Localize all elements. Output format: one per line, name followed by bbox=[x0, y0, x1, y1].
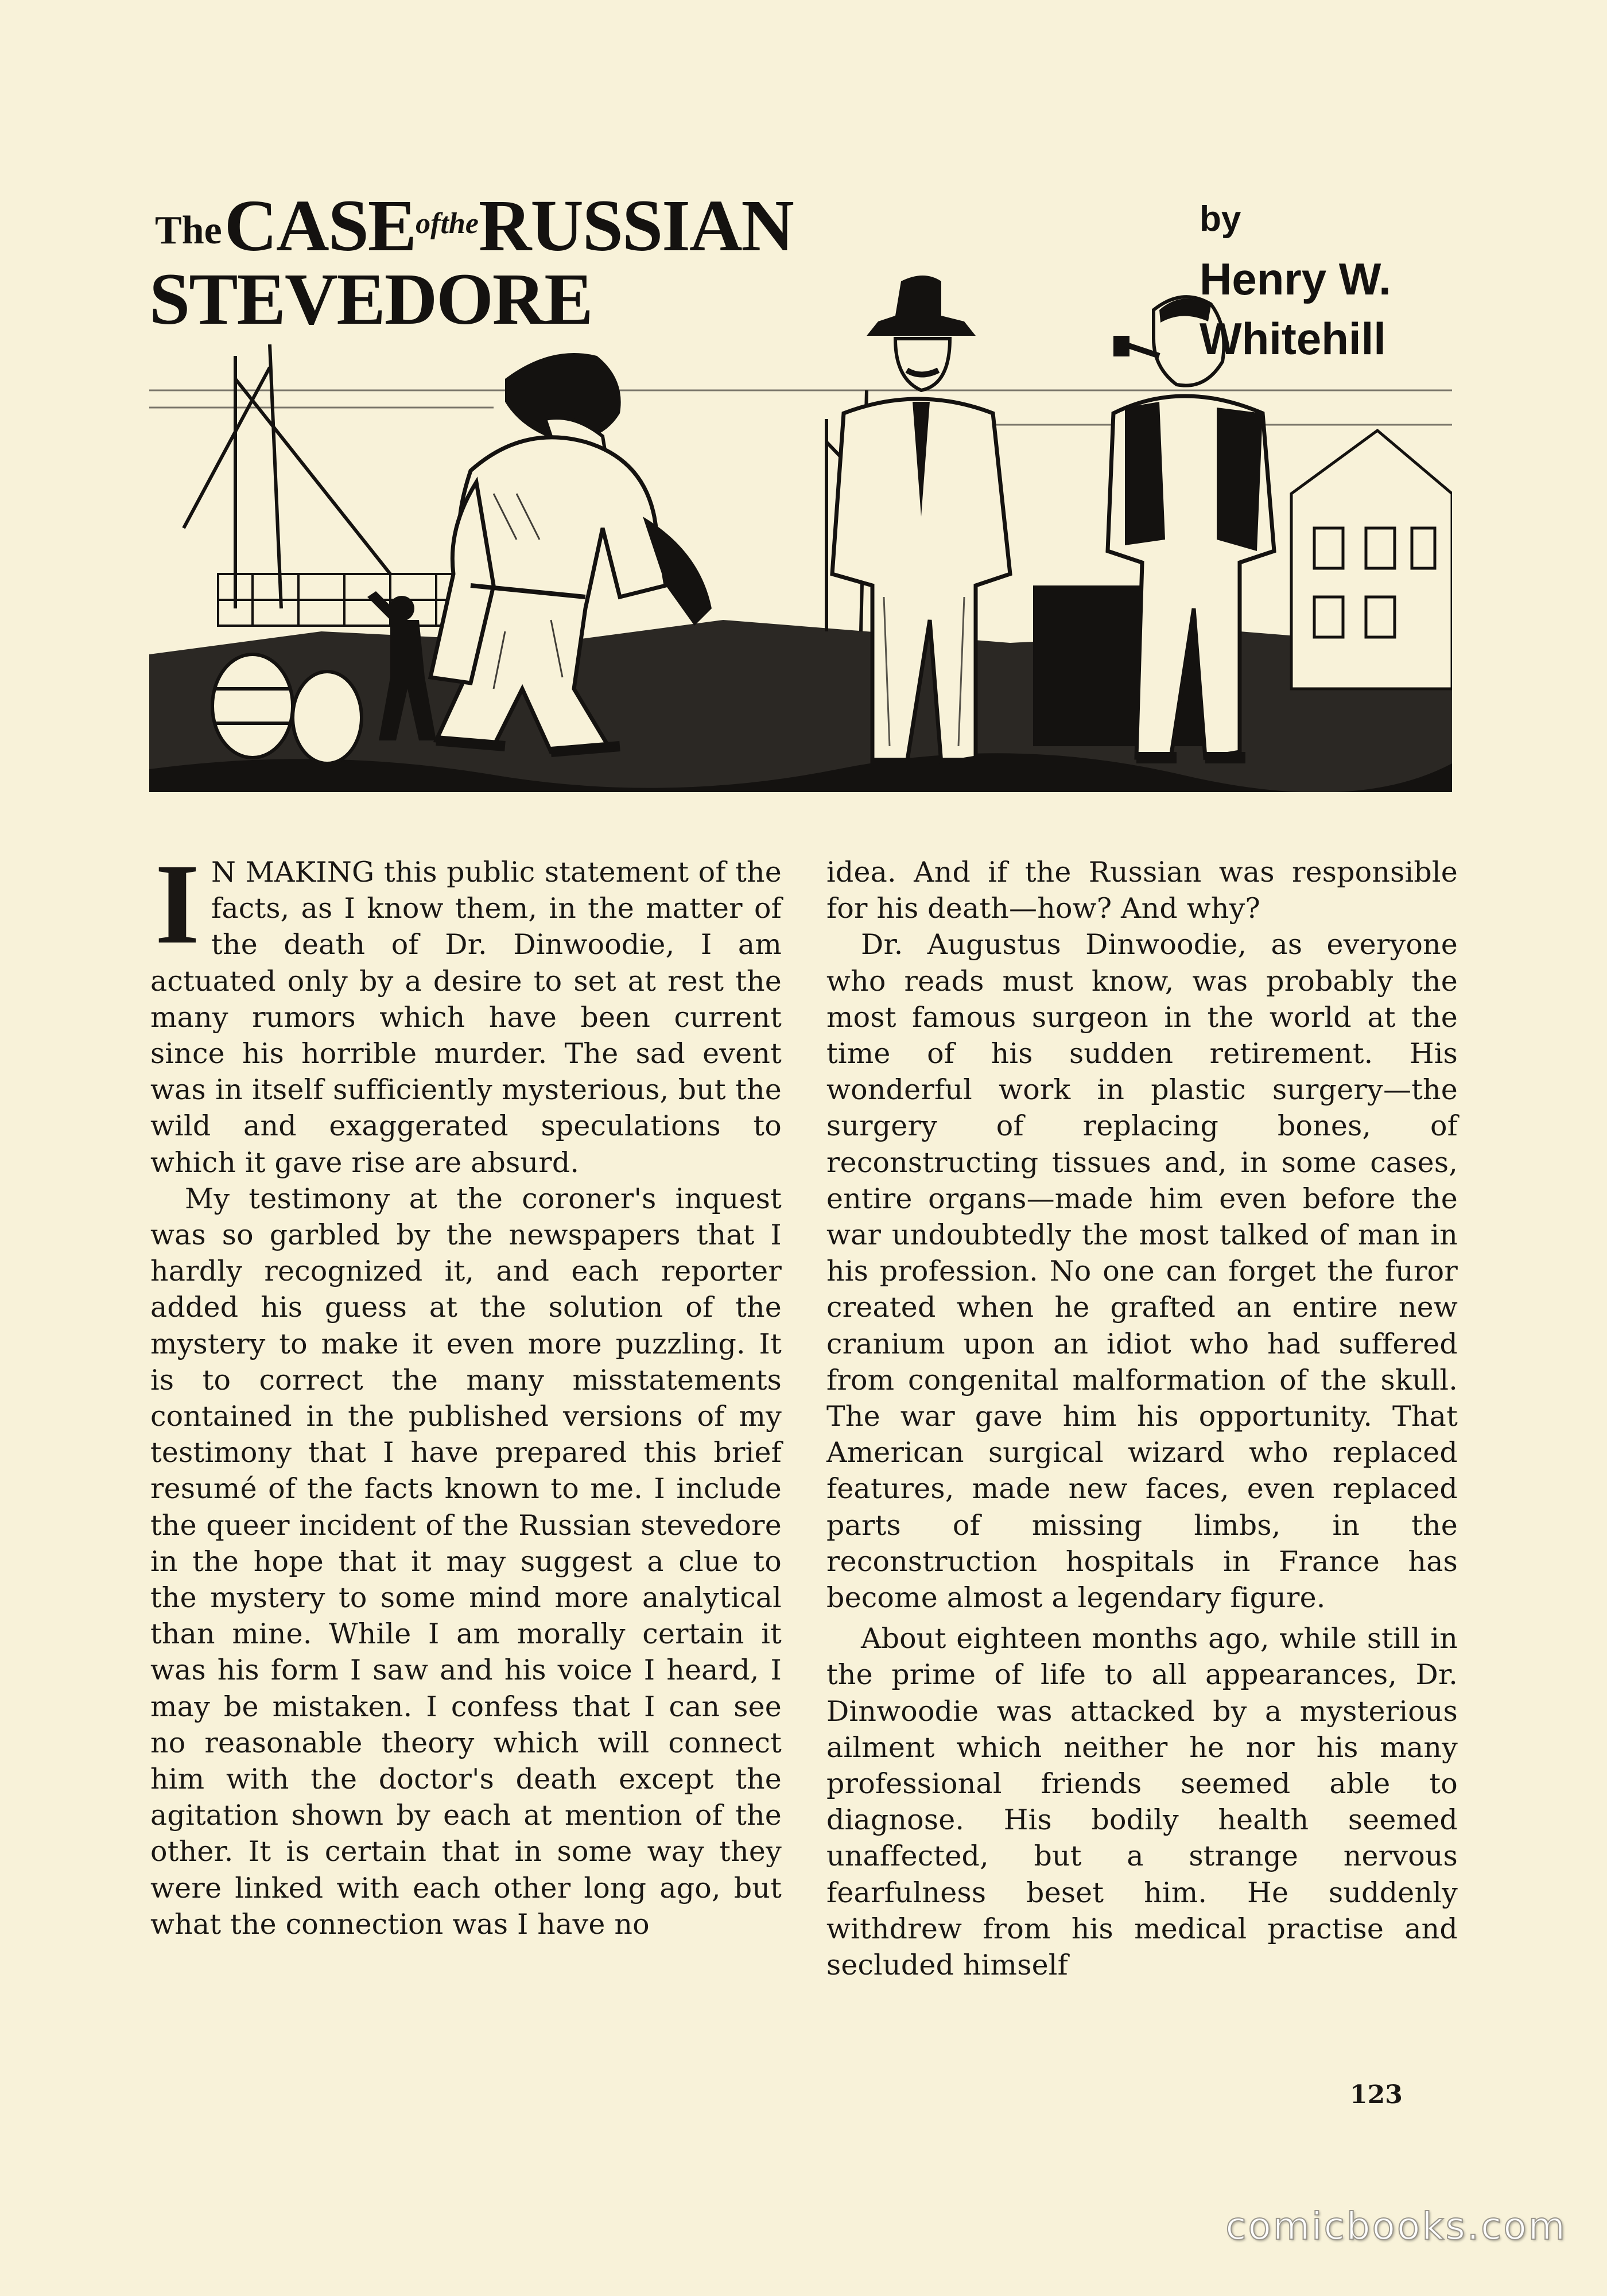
title-russian: RUSSIAN bbox=[478, 185, 793, 266]
watermark: comicbooks.com bbox=[1225, 2204, 1567, 2248]
paragraph-3: Dr. Augustus Dinwoodie, as everyone who reads must know, was probably the most famous surgeon in the world at the time of his sudden retirement. His wonderful work in plastic surgery—the surgery of replacing bones, of reconstructing tissues and, in some cases, entire organs—made him even before the war undoubtedly the most talked of man in his profession. No one can forget the furor created when he grafted an entire new cranium upon an idiot who had suffered from congenital malformation of the skull. The war gave him his opportunity. That American surgical wizard who replaced features, made new faces, even replaced parts of missing limbs, in the reconstruction hospitals in France has become almost a legendary figure. bbox=[826, 928, 1458, 1615]
title-the: The bbox=[155, 208, 222, 253]
article-column-right bbox=[826, 854, 1458, 1983]
title-the-small: the bbox=[440, 207, 479, 240]
byline-by: by bbox=[1200, 199, 1241, 239]
title-stevedore: STEVEDORE bbox=[149, 258, 592, 340]
paragraph-1-text: N MAKING this public statement of the facts, as I know them, in the matter of the death of Dr. Dinwoodie, I am actuated only by a desire to set at rest the many rumors which have been current since his horrible murder. The sad event was in itself sufficiently mysterious, but the wild and exaggerated speculations to which it gave rise are absurd. bbox=[150, 856, 782, 1179]
article-title bbox=[155, 184, 793, 268]
byline-name: Henry W. bbox=[1200, 254, 1391, 304]
paragraph-4: About eighteen months ago, while still in the prime of life to all appearances, Dr. Dinwoodie was attacked by a mysterious ailment which neither he nor his many professional friends seemed able to diagnose. His bodily health seemed unaffected, but a strange nervous fearfulness beset him. He suddenly withdrew from his medical practise and secluded himself bbox=[826, 1622, 1458, 1982]
drop-cap: I bbox=[155, 841, 200, 968]
paragraph-1 bbox=[150, 841, 782, 1181]
title-of: of bbox=[416, 207, 441, 240]
byline bbox=[1200, 189, 1441, 369]
article-column-left bbox=[150, 841, 782, 1942]
title-case: CASE bbox=[224, 185, 416, 266]
byline-surname: Whitehill bbox=[1200, 313, 1386, 364]
header-illustration bbox=[149, 172, 1452, 792]
page-number: 123 bbox=[1350, 2080, 1403, 2109]
paragraph-2-continued: idea. And if the Russian was responsible for his death—how? And why? bbox=[826, 856, 1458, 925]
paragraph-2: My testimony at the coroner's inquest was so garbled by the newspapers that I hardly recognized it, and each reporter added his guess at the solution of the mystery to make it even more puzzling. It is to correct the many misstatements contained in the published versions of my testimony that I have prepared this brief resumé of the facts known to me. I include the queer incident of the Russian stevedore in the hope that it may suggest a clue to the mystery to some mind more analytical than mine. While I am morally certain it was his form I saw and his voice I heard, I may be mistaken. I confess that I can see no reasonable theory which will connect him with the doctor's death except the agitation shown by each at mention of the other. It is certain that in some way they were linked with each other long ago, but what the connection was I have no bbox=[150, 1182, 782, 1941]
